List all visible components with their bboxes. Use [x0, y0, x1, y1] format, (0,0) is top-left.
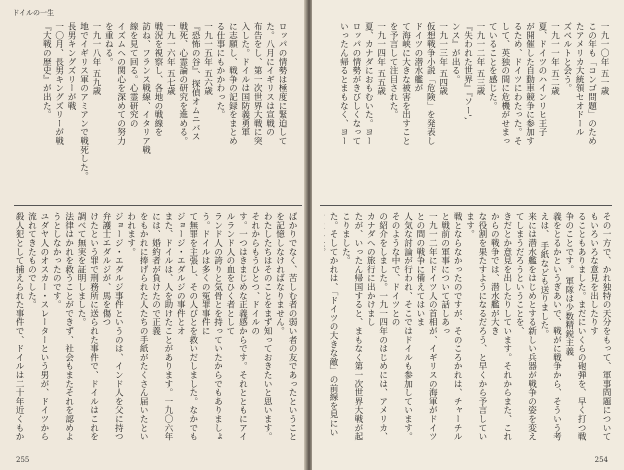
running-head: ドイルの一生 — [12, 9, 54, 17]
text-line: 一九一〇年 五一歳 — [599, 22, 609, 96]
text-line: 長男キングズリーが戦 — [66, 22, 77, 110]
text-line: 義をとるかというぎあいで、戦がに戦争から、そういう考えは、 手紙なども送りました。 — [538, 212, 562, 441]
text-line: ていることを感じた。 — [487, 22, 498, 110]
page-number-left: 255 — [16, 456, 30, 464]
text-line: 一九一五年 五六歳 — [202, 22, 213, 96]
text-line: また、ドイルは、人を助けたことがあります。一九〇六年には、婚約者が負けたので正義 — [150, 212, 173, 441]
text-line: を予言して注目された。 — [388, 22, 399, 119]
text-line: ユダヤ人のオスカー・スレーターという男が、ドイツから流れてきたものでした。 — [26, 212, 49, 441]
column-divider-left — [14, 205, 302, 206]
text-line: 一九一二年 五三歳 — [474, 22, 485, 96]
text-line: が開催した自動車競争に参加す — [524, 22, 535, 146]
text-line: ジョージ・エダルジ事件というのは、インド人を父に持つ弁護士エダルジが、馬を傷つ — [100, 212, 124, 441]
text-line: イズムへの関心を深めての努力 — [115, 22, 126, 146]
text-line: ることもありました。まだにいくらの砲弾を、早く打つ戦争のことです。 軍隊は少数精鋭主義 — [563, 212, 587, 441]
text-line: ロッパの情勢は極度に緊迫して — [277, 22, 287, 146]
text-line: た。八月にイギリスは宣戦の — [264, 22, 275, 137]
text-line: 来には潜水艦をはじめとする新しい兵器が戦争の姿を変えてしまうだろうということを、 — [514, 212, 537, 441]
text-line: 仮想戦争小説「危険」を発表し — [425, 22, 436, 146]
text-line: 『失われた世界』『ソー', — [462, 22, 473, 120]
text-line: る仕事にもかかわった。 — [214, 22, 225, 119]
text-line: 訪ね、フランス戦線、イタリア戦 — [140, 22, 151, 154]
text-line: 夏、カナダにおもむいた。ヨー — [363, 22, 374, 146]
text-line: けたという罪で刑務所に送られた事件で、ドイルはこれを調べて無実を証明しました。 — [76, 212, 99, 441]
right-lower-column — [324, 212, 612, 444]
text-line: す。一つはきまじめな正義感からです。それとともにアイルランド人の血をひく者として — [224, 212, 248, 441]
text-line: ランド人の誇りと気骨とを持っていたからでもありましょう。ドイルは多くの冤罪事件に — [200, 212, 223, 441]
text-line: たが、いったん帰国すると、まもなく第一次世界大戦が起こりました。 — [340, 212, 363, 441]
text-line: 線を見て回る。心霊研究の — [128, 22, 139, 128]
text-line: 一九一六年 五七歳 — [165, 22, 176, 96]
text-line: て海峡に大きな被害を出すこと — [400, 22, 411, 146]
text-line: 一九一一年 五二歳 — [549, 22, 560, 96]
text-line: 一九一八年 五九歳 — [90, 22, 101, 96]
left-upper-column — [14, 22, 288, 198]
text-line: を重ねる。 — [103, 22, 114, 66]
text-line: 人気な討論が行われ、そこではドイルも参加しています。そのような中で、ドイツとの — [390, 212, 413, 441]
text-line: た。そしてかれは、「ドイツの大きな敵」の前線を見にい — [328, 212, 339, 437]
text-line: 戦とならなかったのですが、そのころかれは、チャーチルと戦前の軍事について話しあっ — [439, 212, 463, 441]
right-upper-column — [330, 22, 610, 198]
text-line: 一九一二年にドイツ人の首相が、イギリスの海軍がドイツとの間の戦争に備えてはいま — [414, 212, 438, 441]
text-line: その一方で、かれ独特の天分をもって、軍事問題についてもいろいろな意見を出したりす — [588, 212, 611, 441]
text-line: 一九一三年 五四歳 — [437, 22, 448, 96]
text-line: 戦況を視察し、各地の戦線を — [152, 22, 163, 137]
text-line: な役割を果たすようになるだろう、と早くから予言しています。 — [464, 212, 487, 441]
text-line: 『恐怖の谷』、探偵オムニバス — [190, 22, 201, 141]
left-lower-column — [14, 212, 298, 444]
text-line: きだとか意見を出したりしています。それからまた、これからの戦争では、潜水艦が大き — [489, 212, 512, 441]
text-line: 戦死、心霊論の研究を進める。 — [177, 22, 188, 146]
text-line: に志願し、戦争の記録をまとめ — [227, 22, 238, 146]
text-line: わたしたちはそのことをまず知っておきたいと思います。それからもうひとつ、ドイルの — [249, 212, 273, 441]
text-line: をもかれに捧げられた人たちの手紙がたくさん届いたといわれます。 — [125, 212, 149, 441]
text-line: ンス』が出る。 — [450, 22, 461, 84]
right-page — [312, 0, 624, 470]
column-divider-right — [320, 205, 612, 206]
text-line: ばかりでなく、苦しむ者の弱い者の友であったということを記憶しなければなりません。 — [274, 212, 297, 441]
text-line: いったん帰るとまもなく、ヨー — [338, 22, 349, 146]
text-line: 一九一四年 五五歳 — [375, 22, 386, 96]
text-line: ドイツの潜水艦が — [412, 22, 423, 93]
text-line: この年も「コンゴ問題」のため — [586, 22, 597, 146]
left-page — [0, 0, 306, 470]
text-line: るため、ドイツにわたった。そ — [512, 22, 523, 146]
text-line: 『大戦の歴史』が出た。 — [41, 22, 52, 119]
text-line: 地でイギリス軍のアミアンで戦死した。 — [78, 22, 89, 181]
text-line: 夏、ドイツのハインリヒ王子 — [536, 22, 547, 137]
text-line: 入した。ドイルは国防義勇軍 — [239, 22, 250, 137]
text-line: 法律はかれを救うことができず、社会もまたそれを認めようとしなかったのです。 — [51, 212, 74, 441]
text-line: ロッパの情勢がきびしくなって — [350, 22, 361, 146]
text-line: ズベルトと会う。 — [561, 22, 572, 93]
text-line: たアメリカ大統領セオドール — [574, 22, 585, 137]
page-number-right: 254 — [594, 456, 608, 464]
text-line: て無罪を主張し、その人びとを救いだしました。なかでもジョージ・エダルジの事件とオ — [175, 212, 198, 441]
text-line: して、英独の間に危機がせまっ — [499, 22, 510, 146]
text-line: 布告をし、第一次世界大戦に突 — [252, 22, 263, 146]
text-line: 一〇月、長男キングズリーが戦 — [53, 22, 64, 146]
text-line: の紹介をしました。一九一四年のはじめには、アメリカ、カナダへの旅行に出かけまし — [365, 212, 388, 441]
text-line: 殺人犯として捕えられた事件で、ドイルは二十年近くもか — [14, 212, 25, 441]
